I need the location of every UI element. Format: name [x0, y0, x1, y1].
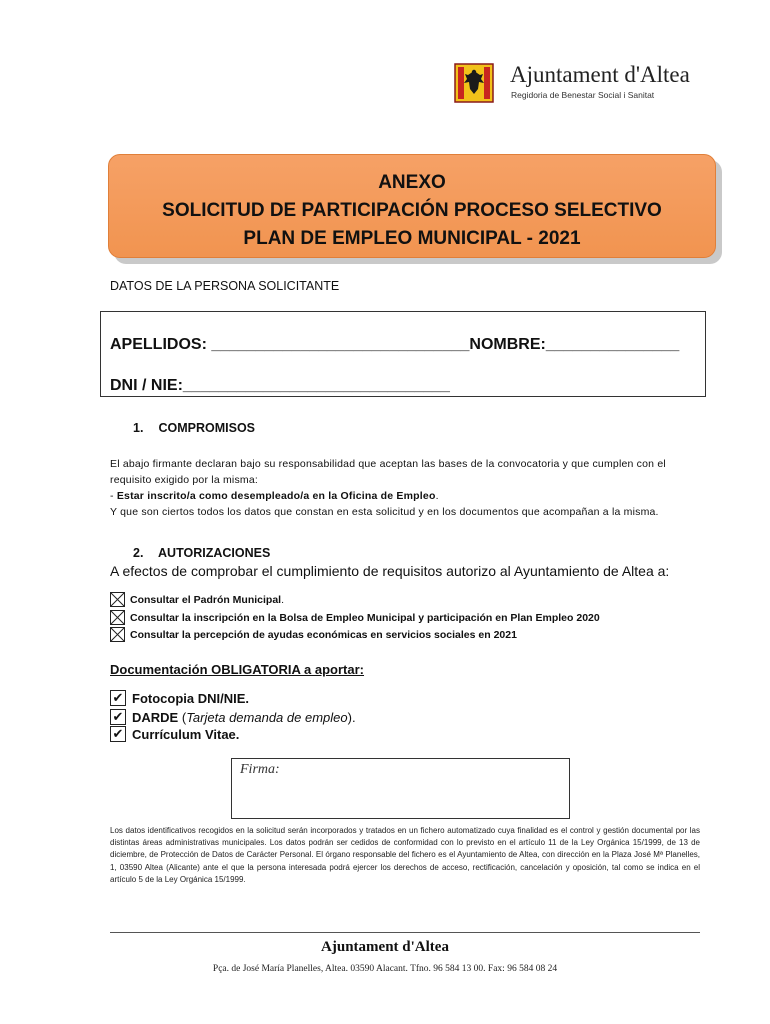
commitments-number: 1.: [133, 421, 144, 435]
check-mark-icon[interactable]: ✔: [110, 726, 126, 742]
dni-row: [110, 377, 450, 395]
applicant-section-title: DATOS DE LA PERSONA SOLICITANTE: [110, 279, 340, 293]
authorizations-title: AUTORIZACIONES: [158, 546, 271, 560]
name-label: NOMBRE:: [469, 336, 546, 353]
document-paren-open: (: [178, 709, 187, 725]
document-label: DARDE: [132, 709, 179, 725]
authorization-label: Consultar el Padrón Municipal: [130, 593, 282, 606]
organization-department: Regidoria de Benestar Social i Sanitat: [511, 90, 655, 100]
authorizations-heading: [133, 546, 270, 560]
coat-of-arms-icon: [454, 63, 494, 103]
authorization-suffix: .: [281, 593, 285, 606]
requirement-text: Estar inscrito/a como desempleado/a en la Oficina de Empleo: [116, 490, 436, 502]
commitments-paragraph-1: El abajo firmante declaran bajo su responsabilidad que aceptan las bases de la convocatoria y que cumplen con el requisito exigido por la misma:: [110, 458, 666, 486]
banner-line-3: PLAN DE EMPLEO MUNICIPAL - 2021: [243, 228, 581, 249]
commitments-paragraph-2: Y que son ciertos todos los datos que constan en esta solicitud y en los documentos que acompañan a la misma.: [110, 506, 659, 518]
requirement-dash: -: [110, 490, 117, 502]
checked-box-icon[interactable]: [110, 592, 125, 607]
authorizations-number: 2.: [133, 546, 144, 560]
surname-label: APELLIDOS:: [110, 336, 207, 353]
footer-divider: [110, 932, 700, 933]
authorization-label: Consultar la inscripción en la Bolsa de Empleo Municipal y participación en Plan Empleo 2020: [130, 611, 600, 624]
check-mark-icon[interactable]: ✔: [110, 690, 126, 706]
checked-box-icon[interactable]: [110, 627, 125, 642]
signature-label: Firma:: [240, 762, 280, 777]
commitments-text: [110, 456, 700, 520]
commitments-heading: [133, 421, 255, 435]
authorizations-intro: A efectos de comprobar el cumplimiento de requisitos autorizo al Ayuntamiento de Altea a:: [110, 563, 670, 579]
name-field[interactable]: _______________: [545, 336, 680, 353]
authorization-item: [110, 610, 600, 625]
authorization-item: [110, 627, 517, 642]
privacy-notice: Los datos identificativos recogidos en la solicitud serán incorporados y tratados en un fichero automatizado cuya finalidad es el control y gestión documental por las distintas áreas administrativas municipales. Los datos podrán ser cedidos de conformidad con lo previsto en el artículo 11 de la Ley Orgánica 15/1999, de 13 de diciembre, de Protección de Datos de Carácter Personal. El órgano responsable del fichero es el Ayuntamiento de Altea, con dirección en la Plaza José Mª Planelles, 1, 03590 Altea (Alicante) ante el que la persona interesada podrá ejercer los derechos de acceso, rectificación, cancelación y oposición, tal como se indica en el artículo 5 de la Ley Orgánica 15/1999.: [110, 826, 700, 884]
document-note: Tarjeta demanda de empleo: [186, 709, 348, 725]
dni-field[interactable]: ______________________________: [182, 377, 450, 394]
footer-organization-name: Ajuntament d'Altea: [321, 939, 449, 955]
authorization-label: Consultar la percepción de ayudas económicas en servicios sociales en 2021: [130, 628, 517, 641]
commitments-title: COMPROMISOS: [158, 421, 256, 435]
title-banner: [108, 154, 716, 258]
document-item: [110, 690, 249, 706]
documents-heading: Documentación OBLIGATORIA a aportar:: [110, 662, 365, 677]
signature-box[interactable]: [231, 758, 570, 819]
document-label: Currículum Vitae.: [132, 726, 240, 742]
authorization-item: [110, 592, 284, 607]
document-item: [110, 726, 239, 742]
document-paren-close: ).: [347, 709, 356, 725]
dni-label: DNI / NIE:: [110, 377, 183, 394]
banner-line-2: SOLICITUD DE PARTICIPACIÓN PROCESO SELECTIVO: [162, 200, 662, 221]
footer-address: Pça. de José María Planelles, Altea. 03590 Alacant. Tfno. 96 584 13 00. Fax: 96 584 08 24: [212, 964, 558, 974]
requirement-period: .: [435, 490, 439, 502]
check-mark-icon[interactable]: ✔: [110, 709, 126, 725]
document-label: Fotocopia DNI/NIE.: [132, 690, 249, 706]
surname-name-row: [110, 336, 679, 354]
banner-line-1: ANEXO: [378, 172, 446, 193]
document-item: [110, 709, 356, 725]
checked-box-icon[interactable]: [110, 610, 125, 625]
organization-name: Ajuntament d'Altea: [510, 62, 690, 87]
surname-field[interactable]: _____________________________: [211, 336, 470, 353]
